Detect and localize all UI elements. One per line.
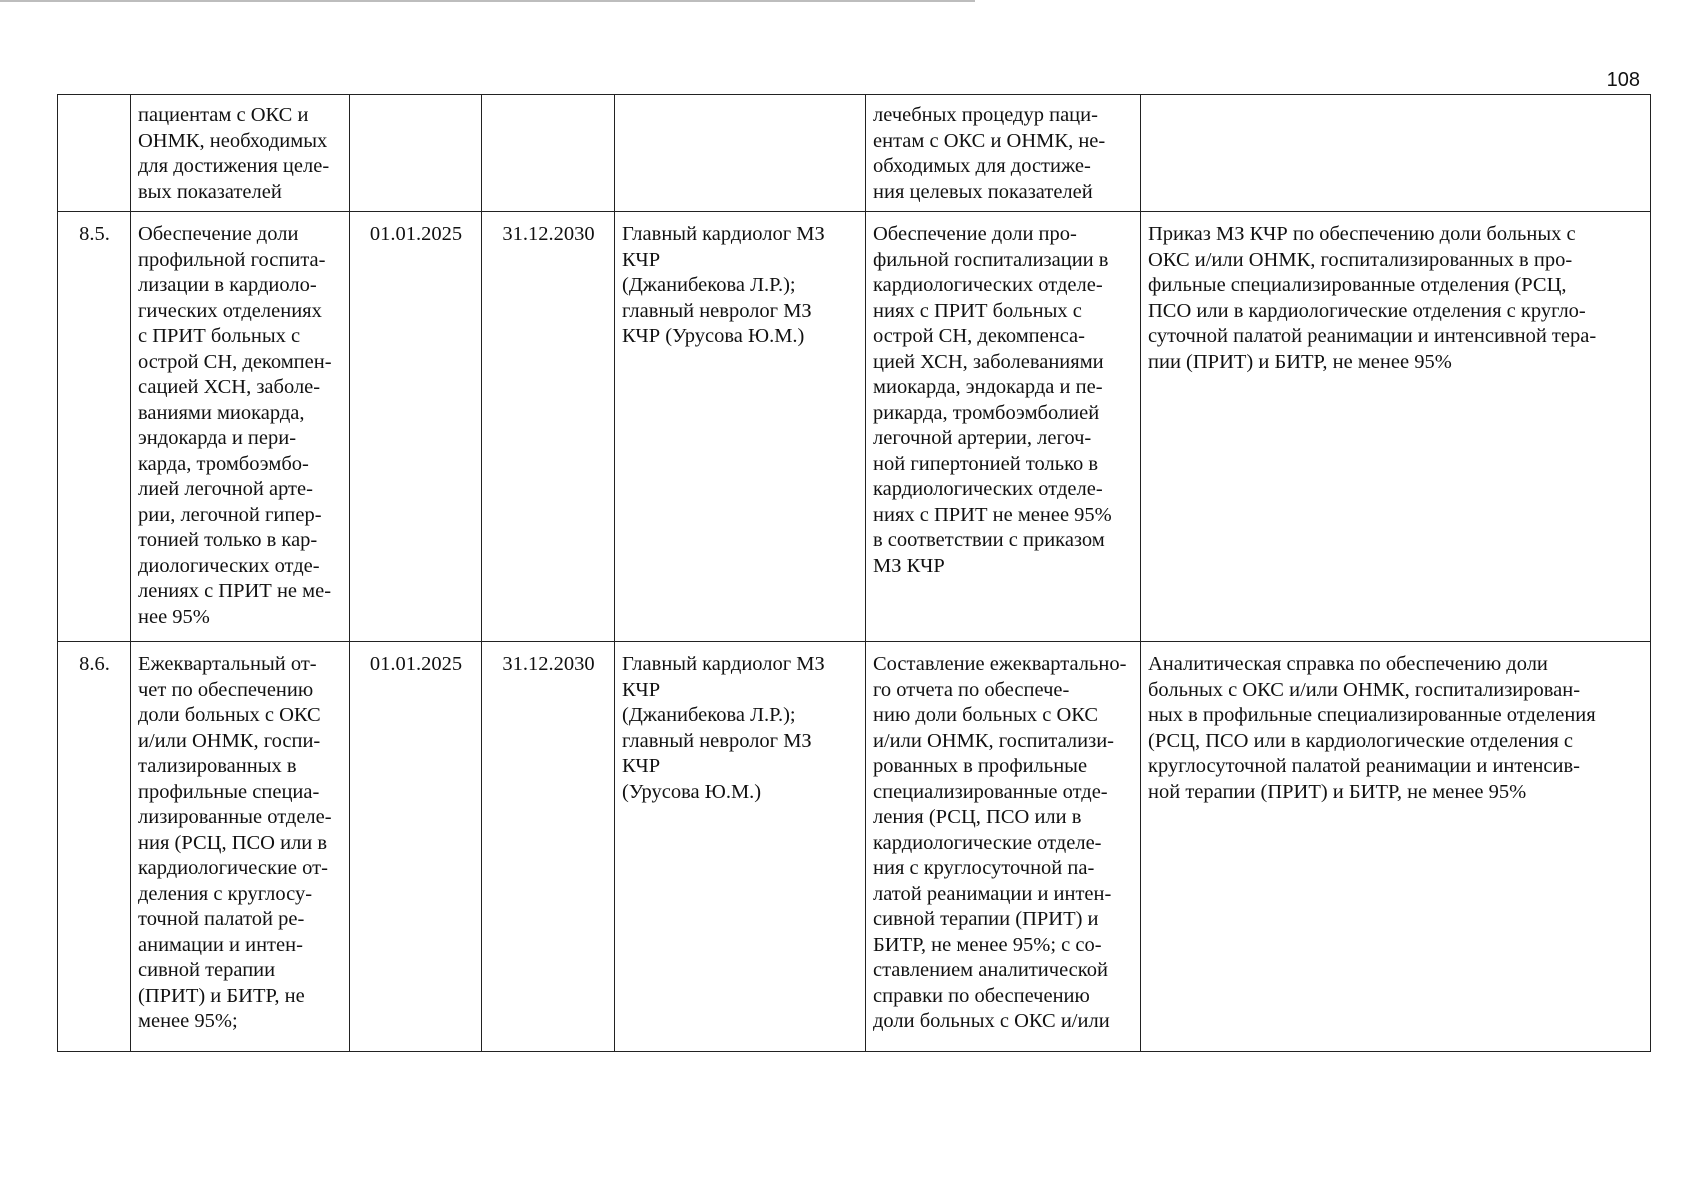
cell-activity: пациентам с ОКС и ОНМК, необходимых для достижения целе- вых показателей	[131, 95, 350, 212]
cell-number	[58, 95, 131, 212]
cell-end-date	[482, 95, 615, 212]
cell-end-date: 31.12.2030	[482, 212, 615, 642]
cell-activity: Обеспечение доли профильной госпита- лизации в кардиоло- гических отделениях с ПРИТ больных с острой СН, декомпен- сацией ХСН, заболе- ваниями миокарда, эндокарда и пери- карда, тромбоэмбо- лией легочной арте- рии, легочной гипер- тонией только в кар- диологических отде- лениях с ПРИТ не ме- нее 95%	[131, 212, 350, 642]
cell-end-date: 31.12.2030	[482, 642, 615, 1052]
cell-characteristic: лечебных процедур паци- ентам с ОКС и ОНМК, не- обходимых для достиже- ния целевых показателей	[866, 95, 1141, 212]
table-row	[58, 95, 1651, 212]
cell-characteristic: Составление ежеквартально- го отчета по обеспече- нию доли больных с ОКС и/или ОНМК, госпитализи- рованных в профильные специализированные отде- ления (РСЦ, ПСО или в кардиологические отделе- ния с круглосуточной па- латой реанимации и интен- сивной терапии (ПРИТ) и БИТР, не менее 95%; с со- ставлением аналитической справки по обеспечению доли больных с ОКС и/или	[866, 642, 1141, 1052]
cell-start-date: 01.01.2025	[350, 212, 482, 642]
page-number: 108	[1606, 69, 1640, 91]
table-row	[58, 642, 1651, 1052]
table-row	[58, 212, 1651, 642]
cell-start-date: 01.01.2025	[350, 642, 482, 1052]
cell-number: 8.5.	[58, 212, 131, 642]
cell-start-date	[350, 95, 482, 212]
cell-characteristic: Обеспечение доли про- фильной госпитализации в кардиологических отделе- ниях с ПРИТ больных с острой СН, декомпенса- цией ХСН, заболеваниями миокарда, эндокарда и пе- рикарда, тромбоэмболией легочной артерии, легоч- ной гипертонией только в кардиологических отделе- ниях с ПРИТ не менее 95% в соответствии с приказом МЗ КЧР	[866, 212, 1141, 642]
cell-result	[1141, 95, 1651, 212]
cell-result: Аналитическая справка по обеспечению доли больных с ОКС и/или ОНМК, госпитализирован- ных в профильные специализированные отделения (РСЦ, ПСО или в кардиологические отделения с круглосуточной палатой реанимации и интенсив- ной терапии (ПРИТ) и БИТР, не менее 95%	[1141, 642, 1651, 1052]
cell-responsible	[615, 95, 866, 212]
plan-table	[57, 94, 1651, 1052]
scan-edge-line	[0, 0, 975, 2]
cell-activity: Ежеквартальный от- чет по обеспечению доли больных с ОКС и/или ОНМК, госпи- тализированных в профильные специа- лизированные отделе- ния (РСЦ, ПСО или в кардиологические от- деления с круглосу- точной палатой ре- анимации и интен- сивной терапии (ПРИТ) и БИТР, не менее 95%;	[131, 642, 350, 1052]
cell-responsible: Главный кардиолог МЗ КЧР (Джанибекова Л.Р.); главный невролог МЗ КЧР (Урусова Ю.М.)	[615, 642, 866, 1052]
cell-responsible: Главный кардиолог МЗ КЧР (Джанибекова Л.Р.); главный невролог МЗ КЧР (Урусова Ю.М.)	[615, 212, 866, 642]
cell-number: 8.6.	[58, 642, 131, 1052]
cell-result: Приказ МЗ КЧР по обеспечению доли больных с ОКС и/или ОНМК, госпитализированных в про- фильные специализированные отделения (РСЦ, ПСО или в кардиологические отделения с кругло- суточной палатой реанимации и интенсивной тера- пии (ПРИТ) и БИТР, не менее 95%	[1141, 212, 1651, 642]
